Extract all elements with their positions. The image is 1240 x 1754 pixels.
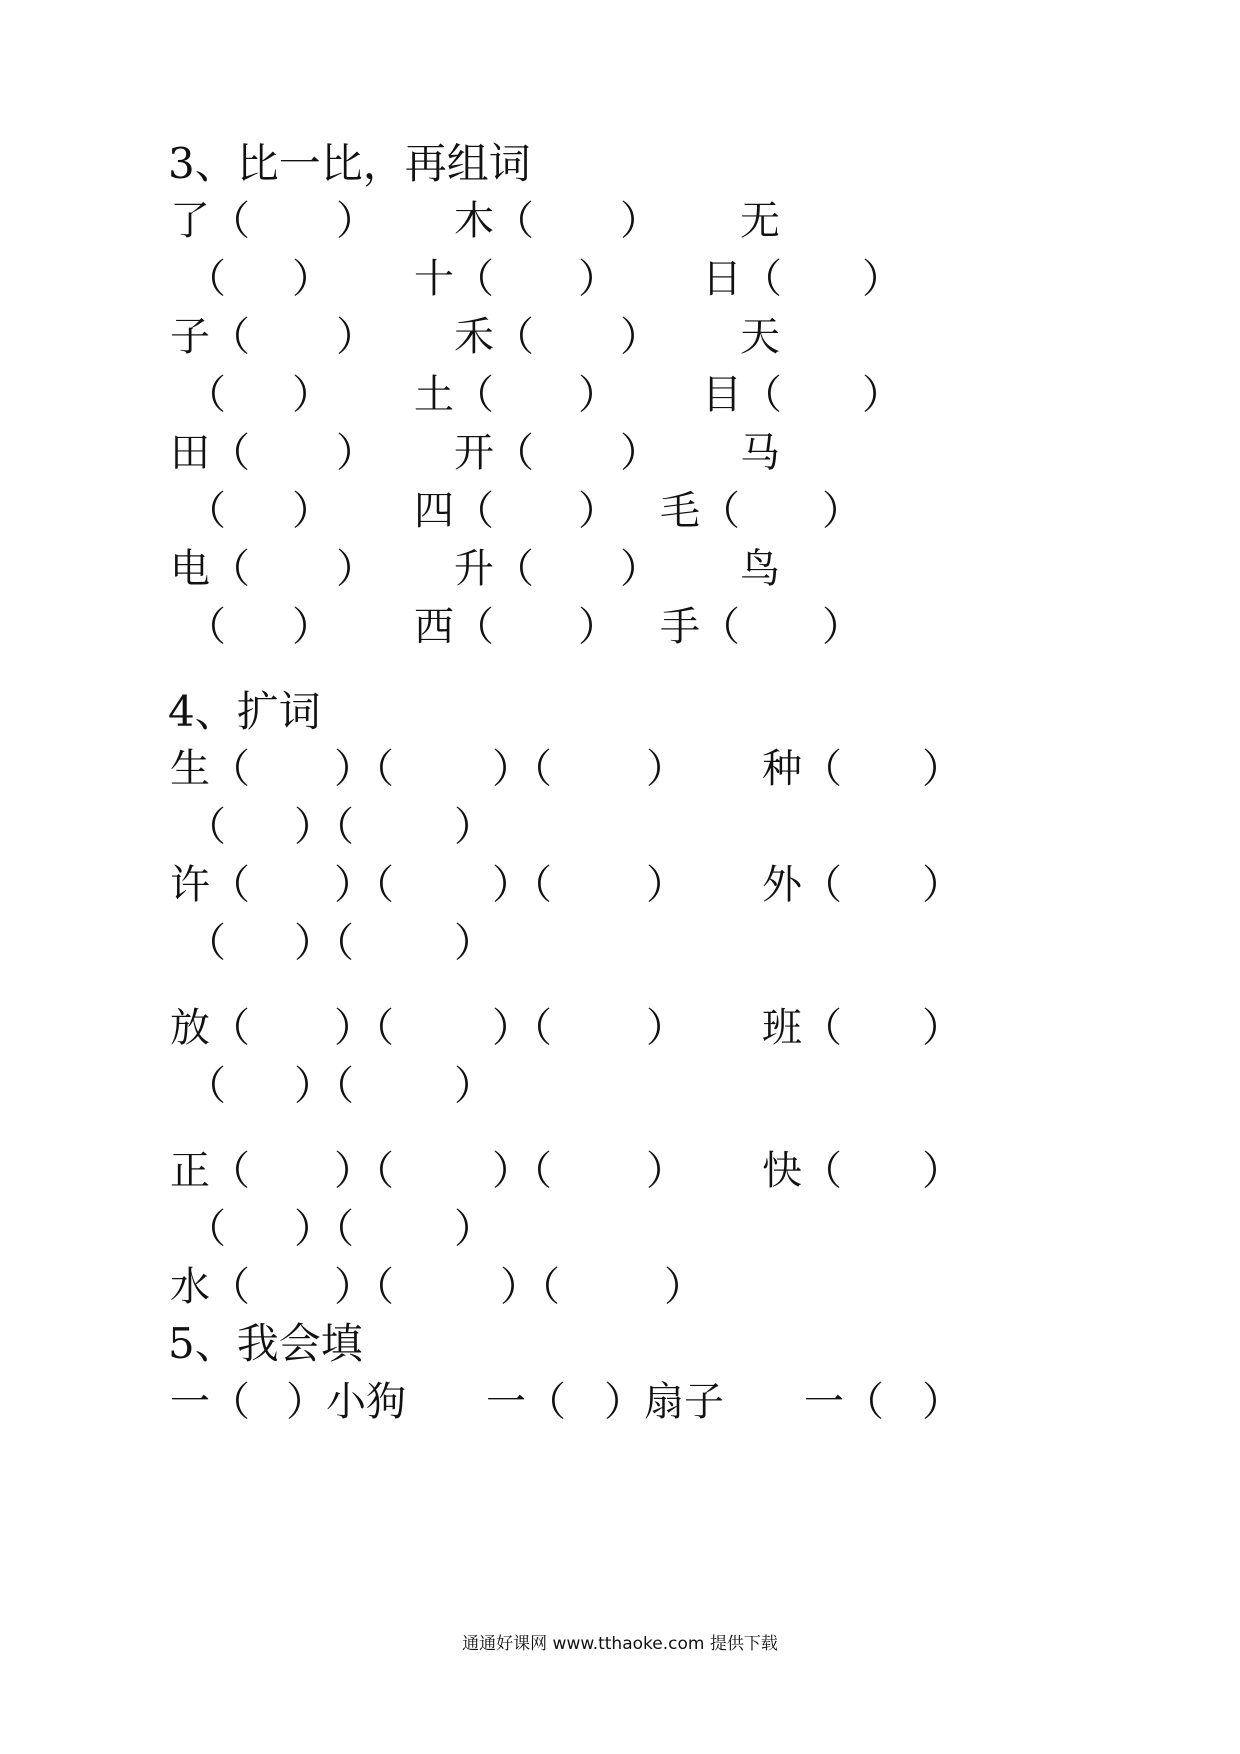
text-fragment: 电（ [170,546,250,592]
text-fragment: ） [922,1005,962,1051]
text-fragment: ） [620,546,660,592]
text-fragment: ）（ [334,1148,394,1194]
text-fragment: 许（ [170,862,250,908]
text-fragment: ）（ [334,862,394,908]
text-fragment: ） [646,746,686,792]
text-fragment: 目（ [702,372,782,418]
text-fragment: ） [664,1264,704,1310]
section-heading: 5、我会填 [168,1319,363,1368]
text-fragment: ） [336,546,376,592]
text-fragment: ）（ [492,1005,552,1051]
text-fragment: （ [186,604,226,650]
text-fragment: ） [620,430,660,476]
text-fragment: ） [646,1005,686,1051]
text-fragment: 开（ [454,430,534,476]
text-fragment: 升（ [454,546,534,592]
text-fragment: 鸟 [740,546,780,592]
text-fragment: ） [292,256,332,302]
text-fragment: ）（ [334,1005,394,1051]
text-fragment: ） [646,862,686,908]
text-fragment: ） [646,1148,686,1194]
text-fragment: ） [292,372,332,418]
text-fragment: （ [186,1206,226,1252]
text-fragment: 快（ [762,1148,842,1194]
text-fragment: 木（ [454,198,534,244]
text-fragment: ）（ [492,1148,552,1194]
text-fragment: ） [336,198,376,244]
text-fragment: ）（ [334,1264,394,1310]
text-fragment: 种（ [762,746,842,792]
section-heading: 3、比一比，再组词 [168,139,531,188]
text-fragment: ） [922,1379,962,1425]
text-fragment: 禾（ [454,314,534,360]
text-fragment: 日（ [702,256,782,302]
text-fragment: 了（ [170,198,250,244]
text-fragment: （ [186,488,226,534]
text-fragment: 田（ [170,430,250,476]
text-fragment: （ [186,920,226,966]
text-fragment: ） [862,372,902,418]
text-fragment: 马 [740,430,780,476]
text-fragment: ） [336,430,376,476]
text-fragment: ） [454,804,494,850]
text-fragment: 一（ [486,1379,566,1425]
text-fragment: ） [922,862,962,908]
text-fragment: ） [292,488,332,534]
text-fragment: 班（ [762,1005,842,1051]
text-fragment: ） [620,198,660,244]
text-fragment: 四（ [414,488,494,534]
text-fragment: ） [822,604,862,650]
text-fragment: ） [578,256,618,302]
text-fragment: ）小狗 [286,1379,406,1425]
text-fragment: ） [862,256,902,302]
text-fragment: ） [578,488,618,534]
text-fragment: ） [454,1063,494,1109]
text-fragment: （ [186,1063,226,1109]
text-fragment: 水（ [170,1264,250,1310]
text-fragment: ）（ [294,804,354,850]
text-fragment: ）（ [500,1264,560,1310]
text-fragment: ）（ [492,862,552,908]
text-fragment: 土（ [414,372,494,418]
text-fragment: 天 [740,314,780,360]
text-fragment: 放（ [170,1005,250,1051]
footer-text: 通通好课网 www.tthaoke.com 提供下载 [462,1634,778,1654]
text-fragment: ） [578,372,618,418]
text-fragment: ） [922,1148,962,1194]
text-fragment: ） [336,314,376,360]
text-fragment: ）（ [294,1206,354,1252]
text-fragment: 十（ [414,256,494,302]
text-fragment: （ [186,804,226,850]
text-fragment: ） [454,1206,494,1252]
text-fragment: ）（ [294,1063,354,1109]
text-fragment: 毛（ [660,488,740,534]
text-fragment: ）扇子 [604,1379,724,1425]
text-fragment: （ [186,256,226,302]
text-fragment: 一（ [804,1379,884,1425]
text-fragment: ） [822,488,862,534]
text-fragment: ） [454,920,494,966]
text-fragment: ） [620,314,660,360]
text-fragment: 一（ [170,1379,250,1425]
text-fragment: 外（ [762,862,842,908]
text-fragment: ）（ [492,746,552,792]
text-fragment: 无 [740,198,780,244]
section-heading: 4、扩词 [168,687,321,736]
text-fragment: 正（ [170,1148,250,1194]
text-fragment: 生（ [170,746,250,792]
text-fragment: ）（ [294,920,354,966]
text-fragment: （ [186,372,226,418]
text-fragment: ） [578,604,618,650]
text-fragment: 手（ [660,604,740,650]
text-fragment: 西（ [414,604,494,650]
text-fragment: ）（ [334,746,394,792]
text-fragment: ） [292,604,332,650]
text-fragment: 子（ [170,314,250,360]
text-fragment: ） [922,746,962,792]
